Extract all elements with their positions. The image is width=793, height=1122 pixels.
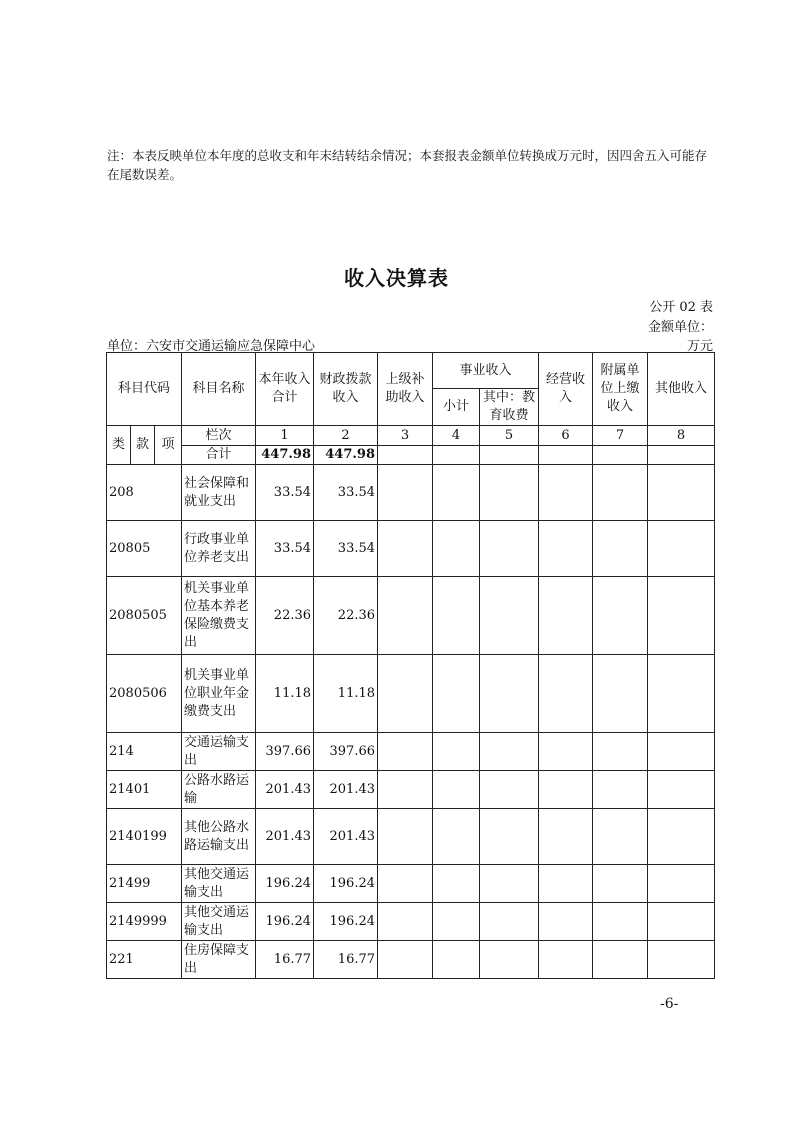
header-affiliated: 附属单位上缴收入 xyxy=(593,353,648,426)
header-lei: 类 xyxy=(107,426,131,465)
header-operating: 经营收入 xyxy=(539,353,593,426)
row-total: 201.43 xyxy=(256,809,314,865)
row-total: 33.54 xyxy=(256,521,314,577)
empty-cell xyxy=(433,733,480,771)
empty-cell xyxy=(593,941,648,979)
row-total: 397.66 xyxy=(256,733,314,771)
row-total: 33.54 xyxy=(256,465,314,521)
empty-cell xyxy=(648,577,715,655)
empty-cell xyxy=(378,771,433,809)
col-number-6: 6 xyxy=(539,426,593,446)
empty-cell xyxy=(480,446,539,465)
empty-cell xyxy=(480,903,539,941)
empty-cell xyxy=(378,865,433,903)
organization-name: 单位：六安市交通运输应急保障中心 xyxy=(107,339,316,354)
row-code: 20805 xyxy=(107,521,182,577)
empty-cell xyxy=(378,903,433,941)
row-total: 16.77 xyxy=(256,941,314,979)
row-code: 214 xyxy=(107,733,182,771)
empty-cell xyxy=(593,771,648,809)
row-fiscal: 16.77 xyxy=(314,941,378,979)
row-fiscal: 22.36 xyxy=(314,577,378,655)
empty-cell xyxy=(480,655,539,733)
empty-cell xyxy=(593,809,648,865)
table-row xyxy=(107,903,715,941)
empty-cell xyxy=(433,446,480,465)
header-code: 科目代码 xyxy=(107,353,182,426)
empty-cell xyxy=(378,446,433,465)
row-name: 交通运输支出 xyxy=(182,733,256,771)
table-row xyxy=(107,941,715,979)
table-row xyxy=(107,733,715,771)
header-fiscal: 财政拨款收入 xyxy=(314,353,378,426)
row-fiscal: 196.24 xyxy=(314,903,378,941)
empty-cell xyxy=(433,941,480,979)
col-number-7: 7 xyxy=(593,426,648,446)
form-number: 公开 02 表 xyxy=(649,300,713,315)
empty-cell xyxy=(648,941,715,979)
header-other: 其他收入 xyxy=(648,353,715,426)
table-row xyxy=(107,521,715,577)
row-code: 2149999 xyxy=(107,903,182,941)
row-code: 21499 xyxy=(107,865,182,903)
page-number: -6- xyxy=(660,996,679,1012)
table-row xyxy=(107,771,715,809)
row-total: 196.24 xyxy=(256,903,314,941)
row-code: 2140199 xyxy=(107,809,182,865)
empty-cell xyxy=(378,577,433,655)
col-number-5: 5 xyxy=(480,426,539,446)
empty-cell xyxy=(593,577,648,655)
empty-cell xyxy=(378,941,433,979)
col-number-1: 1 xyxy=(256,426,314,446)
row-total: 196.24 xyxy=(256,865,314,903)
row-total: 201.43 xyxy=(256,771,314,809)
empty-cell xyxy=(480,865,539,903)
empty-cell xyxy=(433,655,480,733)
empty-cell xyxy=(648,771,715,809)
empty-cell xyxy=(378,809,433,865)
row-fiscal: 397.66 xyxy=(314,733,378,771)
header-superior: 上级补助收入 xyxy=(378,353,433,426)
row-name: 其他交通运输支出 xyxy=(182,903,256,941)
row-name: 其他交通运输支出 xyxy=(182,865,256,903)
empty-cell xyxy=(539,733,593,771)
empty-cell xyxy=(593,903,648,941)
empty-cell xyxy=(480,577,539,655)
table-row xyxy=(107,465,715,521)
row-code: 208 xyxy=(107,465,182,521)
row-name: 住房保障支出 xyxy=(182,941,256,979)
row-name: 机关事业单位基本养老保险缴费支出 xyxy=(182,577,256,655)
table-row xyxy=(107,577,715,655)
row-fiscal: 33.54 xyxy=(314,521,378,577)
header-column-no: 栏次 xyxy=(182,426,256,446)
col-number-8: 8 xyxy=(648,426,715,446)
page-title: 收入决算表 xyxy=(344,266,449,290)
row-total: 22.36 xyxy=(256,577,314,655)
empty-cell xyxy=(539,577,593,655)
table-row xyxy=(107,809,715,865)
empty-cell xyxy=(648,655,715,733)
empty-cell xyxy=(648,865,715,903)
empty-cell xyxy=(480,465,539,521)
empty-cell xyxy=(378,655,433,733)
empty-cell xyxy=(378,733,433,771)
row-name: 公路水路运输 xyxy=(182,771,256,809)
empty-cell xyxy=(378,465,433,521)
empty-cell xyxy=(539,521,593,577)
row-fiscal: 11.18 xyxy=(314,655,378,733)
empty-cell xyxy=(593,465,648,521)
empty-cell xyxy=(648,446,715,465)
row-fiscal: 201.43 xyxy=(314,771,378,809)
table-row xyxy=(107,865,715,903)
empty-cell xyxy=(480,771,539,809)
empty-cell xyxy=(480,809,539,865)
empty-cell xyxy=(593,865,648,903)
row-code: 21401 xyxy=(107,771,182,809)
empty-cell xyxy=(539,446,593,465)
header-name: 科目名称 xyxy=(182,353,256,426)
empty-cell xyxy=(433,521,480,577)
row-fiscal: 196.24 xyxy=(314,865,378,903)
row-fiscal: 33.54 xyxy=(314,465,378,521)
empty-cell xyxy=(648,465,715,521)
row-code: 2080505 xyxy=(107,577,182,655)
empty-cell xyxy=(539,655,593,733)
table-note: 注：本表反映单位本年度的总收支和年末结转结余情况；本套报表金额单位转换成万元时，因四舍五入可能存在尾数误差。 xyxy=(107,148,708,182)
row-name: 其他公路水路运输支出 xyxy=(182,809,256,865)
empty-cell xyxy=(433,809,480,865)
amount-unit-label: 金额单位： xyxy=(647,320,713,335)
col-number-4: 4 xyxy=(433,426,480,446)
header-education: 其中：教育收费 xyxy=(480,389,539,426)
income-table xyxy=(106,352,715,979)
empty-cell xyxy=(539,865,593,903)
empty-cell xyxy=(433,865,480,903)
header-row xyxy=(107,353,715,389)
empty-cell xyxy=(648,733,715,771)
empty-cell xyxy=(648,903,715,941)
sum-fiscal: 447.98 xyxy=(314,446,378,465)
empty-cell xyxy=(648,809,715,865)
row-code: 221 xyxy=(107,941,182,979)
empty-cell xyxy=(480,941,539,979)
empty-cell xyxy=(593,521,648,577)
sum-total: 447.98 xyxy=(256,446,314,465)
empty-cell xyxy=(433,771,480,809)
row-code: 2080506 xyxy=(107,655,182,733)
header-xiang: 项 xyxy=(155,426,182,465)
column-number-row xyxy=(107,426,715,446)
row-fiscal: 201.43 xyxy=(314,809,378,865)
empty-cell xyxy=(539,465,593,521)
header-business: 事业收入 xyxy=(433,353,539,389)
table-row xyxy=(107,655,715,733)
amount-unit-value: 万元 xyxy=(686,339,713,354)
row-name: 行政事业单位养老支出 xyxy=(182,521,256,577)
empty-cell xyxy=(480,733,539,771)
header-kuan: 款 xyxy=(131,426,155,465)
row-total: 11.18 xyxy=(256,655,314,733)
row-name: 社会保障和就业支出 xyxy=(182,465,256,521)
empty-cell xyxy=(648,521,715,577)
empty-cell xyxy=(539,903,593,941)
empty-cell xyxy=(433,465,480,521)
empty-cell xyxy=(593,655,648,733)
empty-cell xyxy=(433,577,480,655)
row-name: 机关事业单位职业年金缴费支出 xyxy=(182,655,256,733)
header-total: 本年收入合计 xyxy=(256,353,314,426)
empty-cell xyxy=(433,903,480,941)
empty-cell xyxy=(539,771,593,809)
sum-label: 合计 xyxy=(182,446,256,465)
empty-cell xyxy=(593,446,648,465)
col-number-2: 2 xyxy=(314,426,378,446)
empty-cell xyxy=(593,733,648,771)
empty-cell xyxy=(378,521,433,577)
empty-cell xyxy=(539,809,593,865)
empty-cell xyxy=(539,941,593,979)
sum-row xyxy=(107,446,715,465)
col-number-3: 3 xyxy=(378,426,433,446)
header-subtotal: 小计 xyxy=(433,389,480,426)
empty-cell xyxy=(480,521,539,577)
